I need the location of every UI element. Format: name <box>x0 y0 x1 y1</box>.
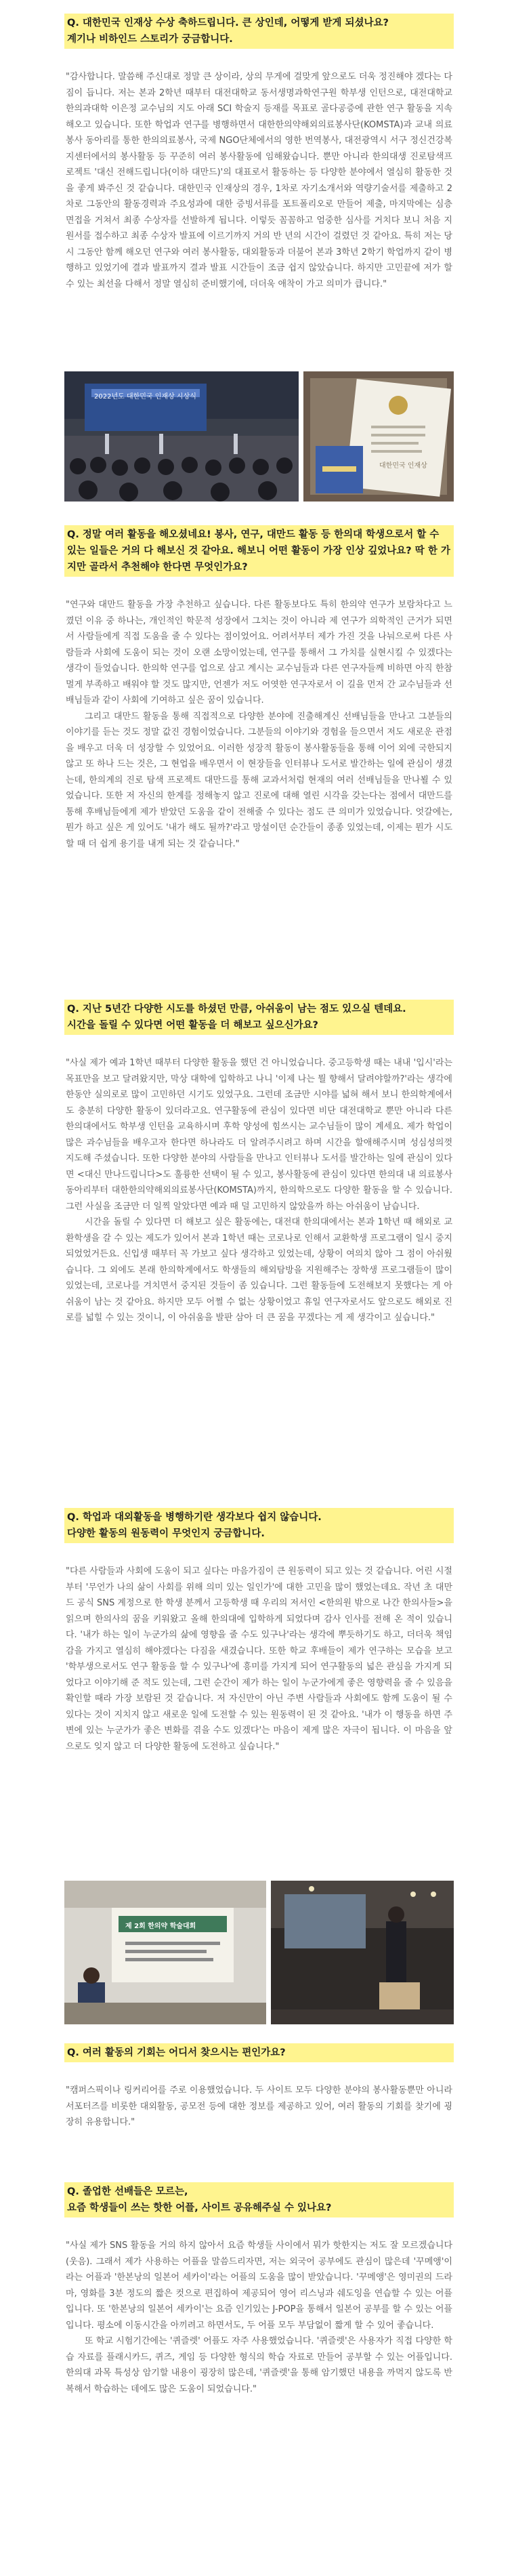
answer-text <box>64 2238 454 2397</box>
award-certificate-photo <box>303 371 454 502</box>
question-line: Q. 여러 활동의 기회는 어디서 찾으시는 편인가요? <box>67 2047 286 2058</box>
answer-paragraph: "사실 제가 예과 1학년 때부터 다양한 활동을 했던 건 아니었습니다. 중고등학생 때는 내내 '입시'라는 목표만을 보고 달려왔지만, 막상 대학에 입학하고 나니 '이제 나는 뭘 향해서 달려야할까?'라는 생각에 한동안 실의로로 많이 고민하던 시기도 있었구요. 그런데 조금만 시야를 넓혀 해서 보니 한의학계에서도 충분히 다양한 활동이 있더라고요. 연구활동에 관심이 있다면 비단 대전대학교 뿐만 아니라 다른 한의대에서도 학부생 인턴을 교육하시며 후학 양성에 힘쓰시는 교수님들이 많이 계세요. 제가 학업이 많은 과수님들을 배우고자 한다면 하나라도 더 알려주시려고 하며 시간을 할애해주시며 성심성의껏 지도해 주셨습니다. 또한 다양한 분야의 사람들을 만나고 인터뷰나 도서를 발간하는 일에 관심이 있다면 <대신 만나드립니다>도 훌륭한 선택이 될 수 있고, 봉사활동에 관심이 있다면 한의대 내 의료봉사동아리부터 대한한의약해외의료봉사단(KOMSTA)까지, 한의학으로도 다양한 활동을 할 수 있습니다. 그런 사실을 조금만 더 일찍 알았다면 예과 때 덜 고민하지 않았을까 하는 아쉬움이 남습니다. <box>66 1058 452 1212</box>
seminar-banner-text: 제 2회 한의약 학술대회 <box>125 1923 196 1930</box>
qa-section-6 <box>64 2182 454 2397</box>
seminar-photo <box>64 1881 266 2024</box>
question-box <box>64 1000 454 1035</box>
answer-paragraph: "연구와 대만드 활동을 가장 추천하고 싶습니다. 다른 활동보다도 특히 한의약 연구가 보람차다고 느꼈던 이유 중 하나는, 개인적인 학문적 성장에서 그치는 것이 아니라 제 연구가 의학적인 근거가 되면서 사람들에게 직접 도움을 줄 수 있다는 점이었어요. 어려서부터 제가 가진 것을 나눠으로써 다른 사람들과 사회에 도움이 되는 것이 오랜 소망이었는데, 연구를 통해서 그 가치를 실현시킬 수 있겠다는 생각이 들었습니다. 한의학 연구를 업으로 삼고 계시는 교수님들과 다른 연구자들께 비하면 아직 한참 멀게 부족하고 배워야 할 것도 많지만, 언젠가 저도 어엿한 연구자로서 이 길을 먼저 간 교수님들과 선배님들과 같이 사회에 기여하고 싶은 꿈이 있습니다. <box>66 600 452 706</box>
question-box <box>64 2182 454 2217</box>
seminar-image <box>64 1881 266 2024</box>
question-line: Q. 지난 5년간 다양한 시도를 하셨던 만큼, 아쉬움이 남는 점도 있으실 텐데요. <box>67 1004 406 1015</box>
lecture-image <box>271 1881 454 2024</box>
certificate-image <box>303 371 454 502</box>
answer-paragraph: 또 학교 시험기간에는 '퀴즐렛' 어플도 자주 사용했었습니다. '퀴즐렛'은 사용자가 직접 다양한 학습 자료를 플래시카드, 퀴즈, 게임 등 다양한 형식의 학습 자료로 만들어 공부할 수 있는 어플입니다. 한의대 과목 특성상 암기할 내용이 굉장히 많은데, '퀴즐렛'을 통해 암기했던 내용을 까먹지 않도록 반복해서 학습하는 데에도 많은 도움이 되었습니다." <box>66 2336 452 2394</box>
answer-paragraph: "다른 사람들과 사회에 도움이 되고 싶다는 마음가짐이 큰 원동력이 되고 있는 것 같습니다. 어린 시절부터 '무언가 나의 삶이 사회를 위해 의미 있는 일인가'에 대한 고민을 많이 했었는데요. 작년 초 대만드 공식 SNS 계정으로 한 학생 분께서 고등학생 때 우리의 저서인 <한의원 밖으로 나간 한의사들>을 읽으며 한의사의 꿈을 키워왔고 올해 한의대에 입학하게 되었다며 감사 인사를 전해 온 적이 있습니다. '내가 하는 일이 누군가의 삶에 영향을 줄 수도 있구나'라는 생각에 뿌듯하기도 하고, 더더욱 책임감을 가지고 열심히 해야겠다는 다짐을 새겼습니다. 또한 학교 후배들이 제가 연구하는 모습을 보고 '학부생으로서도 연구 활동을 할 수 있구나'에 흥미를 가지게 되어 연구활동의 넓은 관심을 가지게 되었다고 이야기해 준 적도 있는데, 그런 순간이 제가 하는 일이 누군가에게 좋은 영향력을 줄 수 있음을 확인할 때라 가장 보람된 것 같습니다. 저 자신만이 아닌 주변 사람들과 사회에도 함께 도움이 될 수 있다는 것이 지치지 않고 새로운 일에 도전할 수 있는 원동력이 된 것 같아요. '내가 이 행동을 하면 주변에 있는 누군가가 좋은 변화를 겪을 수도 있겠다'는 마음이 제게 많은 자극이 됩니다. 이 마음을 앞으로도 잊지 않고 더 다양한 활동에 도전하고 싶습니다." <box>66 1566 452 1752</box>
certificate-text: 대한민국 인재상 <box>379 462 427 470</box>
qa-section-3 <box>64 1000 454 1326</box>
answer-text <box>64 1055 454 1326</box>
answer-paragraph: 그리고 대만드 활동을 통해 직접적으로 다양한 분야에 진출해계신 선배님들을 만나고 그분들의 이야기를 듣는 것도 정말 값진 경험이었습니다. 그분들의 이야기와 경험을 들으면서 저도 새로운 관점을 배우고 더욱 더 성장할 수 있었어요. 이러한 성장적 활동이 봉사활동들을 통해 이어 외에 국한되지 않고 또 하나 드는 것은, 그 현업을 배우면서 이 현장들을 인터뷰나 도서로 발간하는 일에 관심이 생겼는데, 한의계의 진로 탐색 프로젝트 대만드를 통해 교과서처럼 현재의 여러 선배님들을 만나뵐 수 있었습니다. 또한 저 자신의 한계를 정해놓지 않고 진로에 대해 열린 시각을 갖는다는 점에서 대만드를 통해 후배님들에게 제가 받았던 도움을 같이 전해줄 수 있다는 점도 큰 의미가 있었습니다. 엇갈에는, 뭔가 하고 싶은 게 있어도 '내가 해도 될까?'라고 망설이던 순간들이 종종 있었는데, 이제는 뭔가 시도할 때 더 쉽게 용기를 내게 되는 것 같습니다." <box>66 711 452 849</box>
question-line: Q. 졸업한 선배들은 모르는, <box>67 2186 188 2197</box>
question-line: Q. 대한민국 인재상 수상 축하드립니다. 큰 상인데, 어떻게 받게 되셨나요? <box>67 18 389 28</box>
lecture-photo <box>271 1881 454 2024</box>
photo-row-1 <box>64 371 454 502</box>
question-line: 계기나 비하인드 스토리가 궁금합니다. <box>67 34 233 45</box>
answer-paragraph: "캠퍼스픽이나 링커리어를 주로 이용했었습니다. 두 사이트 모두 다양한 분야의 봉사활동뿐만 아니라 서포터즈를 비롯한 대외활동, 공모전 등에 대한 정보를 제공하고 있어, 여러 활동의 기회를 찾기에 굉장히 유용합니다." <box>66 2085 452 2127</box>
answer-paragraph: "사실 제가 SNS 활동을 거의 하지 않아서 요즘 학생들 사이에서 뭐가 핫한지는 저도 잘 모르겠습니다 (웃음). 그래서 제가 사용하는 어플을 말씀드리자면, 저는 외국어 공부에도 관심이 많은데 '꾸메앵'이라는 어플과 '한본낭의 일본어 세카이'라는 어플의 도움을 많이 받았습니다. '꾸메앵'은 영미권의 드라마, 영화를 3분 정도의 짧은 컷으로 편집하여 제공되어 영어 리스닝과 쉐도잉을 연습할 수 있는 어플입니다. 또 '한본낭의 일본어 세카이'는 요즘 인기있는 J-POP을 통해서 일본어 공부를 할 수 있는 어플입니다. 평소에 이동시간을 아끼려고 하면서도, 두 어플 모두 부담없이 짧게 할 수 있어 좋습니다. <box>66 2241 452 2331</box>
qa-section-4 <box>64 1508 454 1755</box>
award-ceremony-photo <box>64 371 299 502</box>
answer-paragraph: 시간을 돌릴 수 있다면 더 해보고 싶은 활동에는, 대전대 한의대에서는 본과 1학년 때 해외로 교환학생을 갈 수 있는 제도가 있어서 본과 1학년 때는 코로나로 인해서 교환학생 프로그램이 일시 중지되었었거든요. 신입생 때부터 꼭 가보고 싶다 생각하고 있었는데, 상황이 여의치 않아 그 점이 아쉬웠습니다. 그 외에도 본래 한의학계에서도 학생들의 해외탐방을 지원해주는 장학생 프로그램들이 많이 있었는데, 코로나를 겨치면서 중지된 것들이 좀 있습니다. 그런 활동들에 도전해보지 못했다는 게 아쉬움이 남는 것 같아요. 하지만 모두 어쩔 수 없는 상황이었고 휴일 연구자로서도 앞으로도 해외로 진로를 넓힐 수 있는 것이니, 이 아쉬움을 발판 삼아 더 큰 꿈을 꾸겠다는 게 제 생각이고 싶습니다." <box>66 1217 452 1323</box>
question-line: 시간을 돌릴 수 있다면 어떤 활동을 더 해보고 싶으신가요? <box>67 1020 318 1031</box>
qa-section-5 <box>64 2043 454 2131</box>
question-line: 요즘 학생들이 쓰는 핫한 어플, 사이트 공유해주실 수 있나요? <box>67 2203 332 2213</box>
question-box <box>64 2043 454 2062</box>
question-line: 다양한 활동의 원동력이 무엇인지 궁금합니다. <box>67 1528 265 1539</box>
answer-text <box>64 2083 454 2131</box>
question-box <box>64 14 454 49</box>
ceremony-banner-text: 2022년도 대한민국 인재상 시상식 <box>94 393 196 401</box>
question-box <box>64 1508 454 1543</box>
question-line: Q. 정말 여러 활동을 해오셨네요! 봉사, 연구, 대만드 활동 등 한의대 학생으로서 할 수 있는 일들은 거의 다 해보신 것 같아요. 해보니 어떤 활동이 가장 인상 깊었나요? 딱 한 가지만 골라서 추천해야 한다면 무엇인가요? <box>67 529 450 573</box>
question-box <box>64 525 454 577</box>
qa-section-1 <box>64 14 454 292</box>
photo-row-2 <box>64 1881 454 2024</box>
answer-paragraph: "감사합니다. 말씀해 주신대로 정말 큰 상이라, 상의 무게에 걸맞게 앞으로도 더욱 정진해야 겠다는 다짐이 듭니다. 저는 본과 2학년 때부터 대전대학교 동서생명과학연구원 학부생 인턴으로, 대전대학교 한의과대학 이은정 교수님의 지도 아래 SCI 학술지 등재를 목표로 골다공증에 관한 연구 활동을 지속해오고 있습니다. 또한 학업과 연구를 병행하면서 대한한의약해외의료봉사단(KOMSTA)과 교내 의료봉사 동아리를 통한 한의의료봉사, 국제 NGO단체에서의 영한 번역봉사, 대전광역시 서구 정신건강복지센터에서의 봉사활동 등 꾸준히 여러 봉사활동에 임해왔습니다. 뿐만 아니라 한의대생 진로탐색프로젝트 '대신 전해드립니다(이하 대만드)'의 대표로서 활동하는 등 다양한 분야에서 열심히 활동한 것을 좋게 봐주신 것 같습니다. 대한민국 인재상의 경우, 1차로 자기소개서와 역량기술서를 제출하고 2차로 그동안의 활동경력과 주요성과에 대한 증빙서류를 포트폴리오로 만들어 제출, 마지막에는 심층면접을 거쳐서 최종 수상자를 선발하게 됩니다. 이렇듯 꼼꼼하고 엄중한 심사를 거치다 보니 처음 지원서를 접수하고 최종 수상자 발표에 이르기까지 거의 반 년의 시간이 걸렸던 것 같아요. 특히 저는 당시 그동안 함께 해오던 연구와 여러 봉사활동, 대외활동과 더불어 본과 3학년 2학기 학업까지 같이 병행하고 있었기에 결과 발표까지 결과 발표 시간들이 조금 쉽지 않았습니다. 하지만 고민끝에 저가 할 수 있는 최선을 다해서 정말 열심히 준비했기에, 더더욱 애착이 가고 의미가 큽니다." <box>66 72 452 289</box>
qa-section-2 <box>64 525 454 852</box>
answer-text <box>64 69 454 292</box>
question-line: Q. 학업과 대외활동을 병행하기란 생각보다 쉽지 않습니다. <box>67 1512 322 1523</box>
answer-text <box>64 1563 454 1755</box>
answer-text <box>64 597 454 852</box>
